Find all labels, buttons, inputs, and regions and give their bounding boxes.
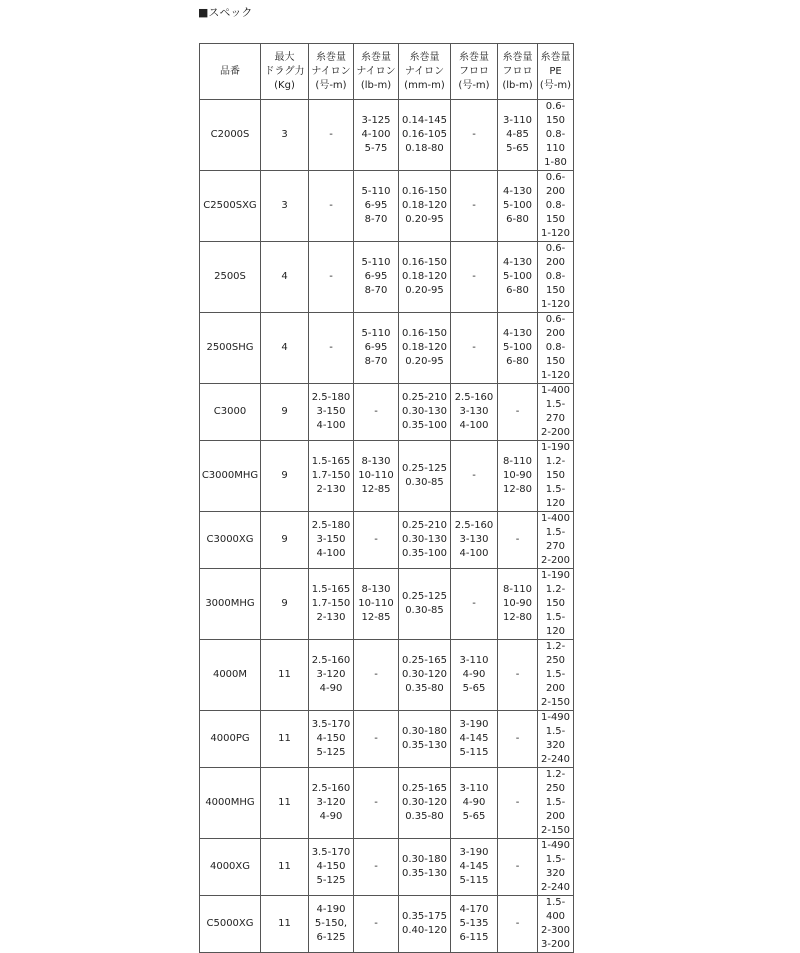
cell-fluoro-go: - <box>451 100 498 171</box>
cell-fluoro-go: - <box>451 441 498 512</box>
cell-nylon-mm: 0.14-145 0.16-105 0.18-80 <box>399 100 451 171</box>
cell-pe-go: 1-190 1.2-150 1.5-120 <box>538 569 574 640</box>
cell-fluoro-go: 4-170 5-135 6-115 <box>451 896 498 953</box>
cell-pe-go: 0.6-150 0.8-110 1-80 <box>538 100 574 171</box>
cell-max-drag: 9 <box>261 441 309 512</box>
cell-fluoro-go: - <box>451 242 498 313</box>
cell-pe-go: 1.5-400 2-300 3-200 <box>538 896 574 953</box>
cell-nylon-lb: - <box>354 384 399 441</box>
table-row <box>200 441 574 512</box>
table-row <box>200 569 574 640</box>
cell-nylon-mm: 0.16-150 0.18-120 0.20-95 <box>399 242 451 313</box>
cell-fluoro-lb: 4-130 5-100 6-80 <box>498 171 538 242</box>
section-heading: ■スペック <box>198 6 253 19</box>
cell-fluoro-go: 2.5-160 3-130 4-100 <box>451 384 498 441</box>
cell-model: 4000MHG <box>200 768 261 839</box>
table-row <box>200 640 574 711</box>
cell-max-drag: 11 <box>261 896 309 953</box>
cell-nylon-go: 1.5-165 1.7-150 2-130 <box>309 441 354 512</box>
cell-nylon-lb: 8-130 10-110 12-85 <box>354 569 399 640</box>
cell-nylon-lb: - <box>354 896 399 953</box>
cell-max-drag: 9 <box>261 569 309 640</box>
table-header-row <box>200 44 574 100</box>
cell-model: C3000XG <box>200 512 261 569</box>
cell-pe-go: 1-400 1.5-270 2-200 <box>538 512 574 569</box>
table-row <box>200 384 574 441</box>
cell-fluoro-lb: - <box>498 768 538 839</box>
cell-nylon-mm: 0.25-165 0.30-120 0.35-80 <box>399 768 451 839</box>
cell-fluoro-go: 3-110 4-90 5-65 <box>451 768 498 839</box>
cell-model: 2500SHG <box>200 313 261 384</box>
cell-nylon-go: 1.5-165 1.7-150 2-130 <box>309 569 354 640</box>
cell-pe-go: 0.6-200 0.8-150 1-120 <box>538 242 574 313</box>
cell-model: 4000M <box>200 640 261 711</box>
cell-model: 4000XG <box>200 839 261 896</box>
cell-fluoro-go: - <box>451 313 498 384</box>
cell-model: 4000PG <box>200 711 261 768</box>
cell-nylon-go: 3.5-170 4-150 5-125 <box>309 839 354 896</box>
cell-pe-go: 0.6-200 0.8-150 1-120 <box>538 171 574 242</box>
cell-max-drag: 4 <box>261 242 309 313</box>
cell-model: C2500SXG <box>200 171 261 242</box>
cell-max-drag: 11 <box>261 711 309 768</box>
table-row <box>200 896 574 953</box>
cell-nylon-mm: 0.16-150 0.18-120 0.20-95 <box>399 313 451 384</box>
cell-pe-go: 1.2-250 1.5-200 2-150 <box>538 768 574 839</box>
cell-max-drag: 3 <box>261 100 309 171</box>
cell-fluoro-lb: - <box>498 512 538 569</box>
cell-fluoro-go: - <box>451 569 498 640</box>
cell-pe-go: 1.2-250 1.5-200 2-150 <box>538 640 574 711</box>
cell-fluoro-go: 3-190 4-145 5-115 <box>451 711 498 768</box>
header-pe-go: 糸巻量 PE (号-m) <box>538 44 574 100</box>
cell-fluoro-go: - <box>451 171 498 242</box>
cell-model: C5000XG <box>200 896 261 953</box>
cell-nylon-go: - <box>309 100 354 171</box>
cell-max-drag: 3 <box>261 171 309 242</box>
table-row <box>200 242 574 313</box>
cell-pe-go: 1-490 1.5-320 2-240 <box>538 711 574 768</box>
cell-fluoro-go: 3-110 4-90 5-65 <box>451 640 498 711</box>
table-row <box>200 100 574 171</box>
cell-nylon-lb: - <box>354 711 399 768</box>
cell-nylon-go: - <box>309 242 354 313</box>
cell-model: 2500S <box>200 242 261 313</box>
cell-max-drag: 9 <box>261 384 309 441</box>
cell-fluoro-lb: 3-110 4-85 5-65 <box>498 100 538 171</box>
cell-max-drag: 4 <box>261 313 309 384</box>
cell-nylon-lb: 5-110 6-95 8-70 <box>354 313 399 384</box>
cell-max-drag: 11 <box>261 839 309 896</box>
cell-fluoro-lb: - <box>498 896 538 953</box>
header-max-drag: 最大 ドラグ力 (Kg) <box>261 44 309 100</box>
table-row <box>200 313 574 384</box>
cell-nylon-lb: 3-125 4-100 5-75 <box>354 100 399 171</box>
header-nylon-go: 糸巻量 ナイロン (号-m) <box>309 44 354 100</box>
cell-max-drag: 11 <box>261 640 309 711</box>
cell-pe-go: 1-400 1.5-270 2-200 <box>538 384 574 441</box>
cell-fluoro-lb: - <box>498 711 538 768</box>
cell-nylon-mm: 0.25-125 0.30-85 <box>399 441 451 512</box>
cell-max-drag: 11 <box>261 768 309 839</box>
cell-nylon-go: 3.5-170 4-150 5-125 <box>309 711 354 768</box>
cell-nylon-mm: 0.25-210 0.30-130 0.35-100 <box>399 384 451 441</box>
cell-nylon-mm: 0.30-180 0.35-130 <box>399 711 451 768</box>
header-fluoro-lb: 糸巻量 フロロ (lb-m) <box>498 44 538 100</box>
cell-pe-go: 0.6-200 0.8-150 1-120 <box>538 313 574 384</box>
cell-nylon-mm: 0.25-165 0.30-120 0.35-80 <box>399 640 451 711</box>
cell-nylon-lb: 5-110 6-95 8-70 <box>354 171 399 242</box>
cell-fluoro-lb: 8-110 10-90 12-80 <box>498 569 538 640</box>
header-nylon-lb: 糸巻量 ナイロン (lb-m) <box>354 44 399 100</box>
cell-fluoro-lb: 4-130 5-100 6-80 <box>498 242 538 313</box>
cell-fluoro-lb: 4-130 5-100 6-80 <box>498 313 538 384</box>
cell-nylon-mm: 0.25-125 0.30-85 <box>399 569 451 640</box>
cell-fluoro-lb: - <box>498 384 538 441</box>
cell-nylon-lb: 8-130 10-110 12-85 <box>354 441 399 512</box>
cell-fluoro-lb: - <box>498 640 538 711</box>
table-row <box>200 711 574 768</box>
cell-model: 3000MHG <box>200 569 261 640</box>
cell-nylon-go: - <box>309 171 354 242</box>
cell-fluoro-lb: - <box>498 839 538 896</box>
cell-fluoro-go: 3-190 4-145 5-115 <box>451 839 498 896</box>
cell-fluoro-lb: 8-110 10-90 12-80 <box>498 441 538 512</box>
cell-nylon-go: 2.5-180 3-150 4-100 <box>309 512 354 569</box>
table-row <box>200 768 574 839</box>
cell-model: C2000S <box>200 100 261 171</box>
cell-nylon-mm: 0.35-175 0.40-120 <box>399 896 451 953</box>
table-row <box>200 839 574 896</box>
cell-nylon-lb: 5-110 6-95 8-70 <box>354 242 399 313</box>
header-fluoro-go: 糸巻量 フロロ (号-m) <box>451 44 498 100</box>
cell-nylon-mm: 0.25-210 0.30-130 0.35-100 <box>399 512 451 569</box>
header-nylon-mm: 糸巻量 ナイロン (mm-m) <box>399 44 451 100</box>
cell-nylon-go: - <box>309 313 354 384</box>
cell-model: C3000MHG <box>200 441 261 512</box>
cell-nylon-go: 2.5-160 3-120 4-90 <box>309 768 354 839</box>
cell-nylon-go: 4-190 5-150, 6-125 <box>309 896 354 953</box>
cell-nylon-mm: 0.16-150 0.18-120 0.20-95 <box>399 171 451 242</box>
cell-nylon-lb: - <box>354 512 399 569</box>
cell-nylon-go: 2.5-160 3-120 4-90 <box>309 640 354 711</box>
cell-nylon-lb: - <box>354 768 399 839</box>
cell-nylon-lb: - <box>354 839 399 896</box>
cell-nylon-go: 2.5-180 3-150 4-100 <box>309 384 354 441</box>
cell-nylon-lb: - <box>354 640 399 711</box>
cell-pe-go: 1-490 1.5-320 2-240 <box>538 839 574 896</box>
cell-pe-go: 1-190 1.2-150 1.5-120 <box>538 441 574 512</box>
cell-model: C3000 <box>200 384 261 441</box>
table-row <box>200 171 574 242</box>
cell-max-drag: 9 <box>261 512 309 569</box>
spec-table <box>199 43 574 953</box>
cell-nylon-mm: 0.30-180 0.35-130 <box>399 839 451 896</box>
table-row <box>200 512 574 569</box>
cell-fluoro-go: 2.5-160 3-130 4-100 <box>451 512 498 569</box>
header-model: 品番 <box>200 44 261 100</box>
